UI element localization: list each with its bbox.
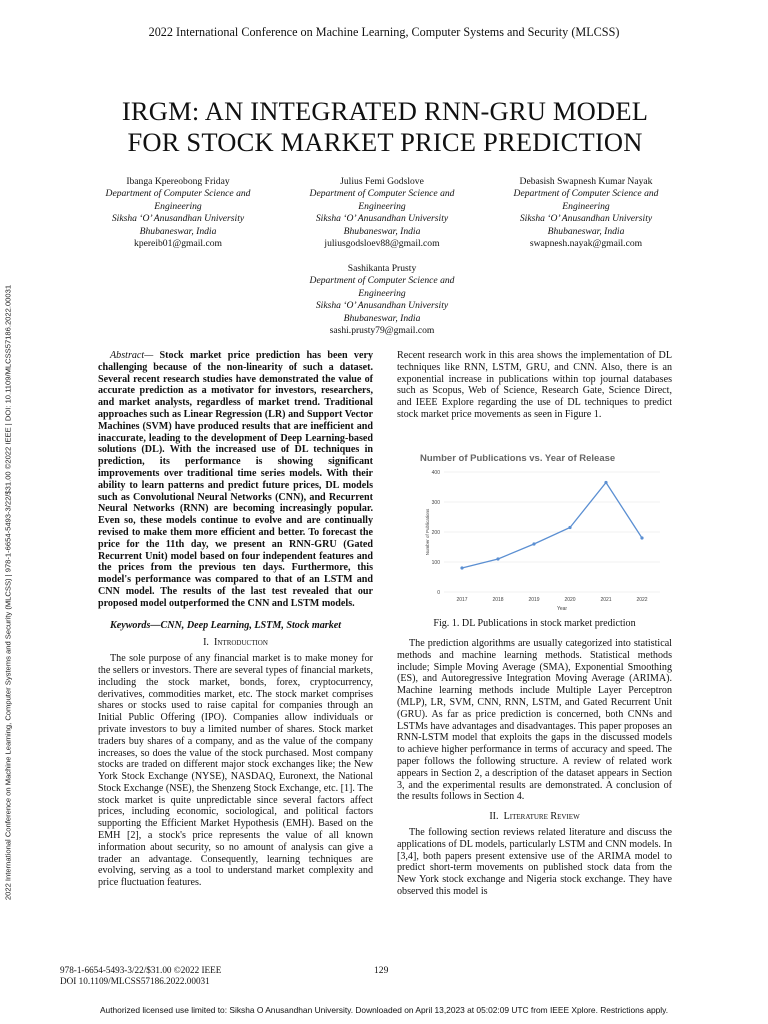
- footer-ids: [60, 965, 221, 987]
- chart-series-line: [462, 483, 642, 569]
- section-title: Literature Review: [503, 811, 580, 823]
- author-city: Bhubaneswar, India: [139, 225, 217, 237]
- author-email: juliusgodsloev88@gmail.com: [324, 238, 440, 250]
- chart-title: Number of Publications vs. Year of Release: [420, 453, 616, 464]
- literature-paragraph: The following section reviews related literature and discuss the applications of DL models, particularly LSTM and CNN models. In [3,4], both papers present extensive use of the ARIMA model to predict short-term movements on published stock data from the New York stock exchange and Nigeria stock exchange. They have observed this model is: [397, 826, 672, 897]
- author-email: kpereib01@gmail.com: [134, 238, 222, 250]
- author-univ: Siksha ‘O’ Anusandhan University: [111, 213, 245, 225]
- chart-x-tick-label: 2017: [456, 597, 468, 603]
- author-name: Ibanga Kpereobong Friday: [126, 176, 230, 187]
- intro-paragraph: The sole purpose of any financial market is to make money for the sellers or investors. There are several types of financial markets, including the stock market, bonds, forex, cryptocurrency, derivatives, commodities market, etc. The stock market comprises shares or stocks used to raise capital for companies through an Initial Public Offering (IPO). Companies allow individuals or private investors to buy a limited number of shares. Stock market traders buy shares of a company, and as the value of the company increases, so does the value of the stock purchased. Most company stocks are traded on different major stock exchanges like; the New York Stock Exchange (NYSE), NASDAQ, Euronext, the National Stock Exchange (NSE), the Shenzeng Stock Exchange, etc. [1]. The stock market is quite unpredictable since several factors affect prices, including economic, sociological, and political factors supporting the Efficient Market Hypothesis (EMH). Based on the EMH [2], a stock's price represents the value of all known information about security, so no amount of analysis can give a trader an advantage. Consequently, learning techniques are evolving, serving as a tool to understand market complexity and price fluctuation features.: [98, 653, 373, 889]
- author-4: [272, 263, 492, 337]
- publications-chart: [402, 444, 667, 614]
- author-dept: Engineering: [154, 200, 202, 212]
- chart-y-tick-label: 0: [437, 589, 440, 596]
- author-dept: Engineering: [358, 287, 406, 299]
- chart-x-tick-label: 2018: [492, 597, 504, 603]
- chart-data-point: [532, 542, 535, 545]
- side-banner: 2022 International Conference on Machine Learning, Computer Systems and Security (MLCSS) | 978-1-6654-5493-3/22/$31.00 ©2022 IEEE | DOI: 10.1109/MLCSS57186.2022.00031: [3, 284, 13, 901]
- chart-x-tick-label: 2021: [600, 597, 612, 603]
- conference-header: 2022 International Conference on Machine Learning, Computer Systems and Security (MLCSS): [148, 25, 620, 39]
- title-line-2: FOR STOCK MARKET PRICE PREDICTION: [127, 127, 643, 157]
- right-column: [397, 350, 672, 421]
- figure-caption: Fig. 1. DL Publications in stock market prediction: [433, 618, 636, 629]
- section-heading-literature-review: [397, 811, 672, 823]
- abstract: [98, 350, 373, 610]
- chart-data-point: [604, 481, 607, 484]
- author-2: [272, 176, 492, 250]
- authorized-use-notice: Authorized licensed use limited to: Siksha O Anusandhan University. Downloaded on April 13,2023 at 05:02:09 UTC from IEEE Xplore. Restrictions apply.: [99, 1005, 669, 1015]
- chart-data-point: [568, 526, 571, 529]
- chart-x-tick-label: 2020: [564, 597, 576, 603]
- chart-y-axis-label: Number of Publications: [425, 508, 430, 556]
- chart-x-tick-label: 2022: [636, 597, 648, 603]
- author-dept: Department of Computer Science and: [105, 188, 251, 200]
- chart-x-tick-label: 2019: [528, 597, 540, 603]
- author-name: Julius Femi Godslove: [340, 176, 424, 187]
- footer-isbn: 978-1-6654-5493-3/22/$31.00 ©2022 IEEE: [60, 965, 222, 975]
- author-email: sashi.prusty79@gmail.com: [329, 325, 435, 337]
- author-city: Bhubaneswar, India: [343, 312, 421, 324]
- author-dept: Department of Computer Science and: [309, 275, 455, 287]
- chart-y-tick-label: 200: [431, 529, 440, 536]
- chart-data-point: [460, 566, 463, 569]
- chart-y-tick-label: 100: [431, 559, 440, 566]
- author-univ: Siksha ‘O’ Anusandhan University: [315, 213, 449, 225]
- author-city: Bhubaneswar, India: [547, 225, 625, 237]
- title-line-1: IRGM: AN INTEGRATED RNN-GRU MODEL: [121, 96, 649, 126]
- section-heading-introduction: [98, 637, 373, 649]
- author-3: [476, 176, 696, 250]
- chart-y-tick-label: 300: [431, 499, 440, 506]
- chart-data-point: [496, 557, 499, 560]
- author-dept: Engineering: [358, 200, 406, 212]
- author-name: Debasish Swapnesh Kumar Nayak: [519, 176, 653, 187]
- author-dept: Department of Computer Science and: [513, 188, 659, 200]
- chart-data-point: [640, 536, 643, 539]
- footer-doi: DOI 10.1109/MLCSS57186.2022.00031: [60, 976, 210, 986]
- abstract-body: Stock market price prediction has been very challenging because of the non-linearity of such a dataset. Several recent research studies have demonstrated the value of accurate prediction as a motivator for investors, researchers, and market analysts, regardless of market trend. Traditional approaches such as Linear Regression (LR) and Support Vector Machines (SVM) have produced results that are inefficient and inaccurate, leading to the development of Deep Learning-based solutions (DL). With the increased use of DL techniques in prediction, its performance is showing significant improvements over traditional time series models. With their ability to learn patterns and predict future prices, DL models such as Convolutional Neural Networks (CNN), and Recurrent Neural Networks (RNN) are becoming increasingly popular. Even so, these models continue to evolve and are continually revised to make them more efficient and better. To forecast the price for the 11th day, we present an RNN-GRU (Gated Recurrent Unit) model based on four independent features and the prices from the previous ten days. Furthermore, this model's performance was compared to that of an LSTM and CNN model. The results of the last test revealed that our proposed model outperformed the CNN and LSTM models.: [98, 350, 373, 609]
- section-title: Introduction: [214, 637, 268, 649]
- author-univ: Siksha ‘O’ Anusandhan University: [519, 213, 653, 225]
- abstract-lead: Abstract—: [110, 350, 154, 361]
- author-dept: Department of Computer Science and: [309, 188, 455, 200]
- left-column: [98, 350, 373, 889]
- right-column-lower: [397, 638, 672, 898]
- right-paragraph-1: Recent research work in this area shows the implementation of DL techniques like RNN, LSTM, GRU, and CNN. Also, there is an exponential increase in publications within top journal databases such as Scopus, Web of Science, Research Gate, Science Direct, and IEEE Explore regarding the use of DL techniques to predict stock market price movements as seen in Figure 1.: [397, 350, 672, 420]
- author-univ: Siksha ‘O’ Anusandhan University: [315, 300, 449, 312]
- keywords: Keywords—CNN, Deep Learning, LSTM, Stock market: [110, 619, 342, 631]
- paper-title: [60, 96, 710, 158]
- author-dept: Engineering: [562, 200, 610, 212]
- section-number: I.: [203, 637, 209, 649]
- right-paragraph-2: The prediction algorithms are usually categorized into statistical methods and machine learning methods. Statistical methods include; Simple Moving Average (SMA), Exponential Smoothing (ES), and Autoregressive Integration Moving Average (ARIMA). Machine learning methods include Multiple Layer Perceptron (MLP), LR, SVM, CNN, RNN, LSTM, and Gated Recurrent Unit (GRU). As far as price prediction is concerned, both CNNs and LSTMs have advantages and disadvantages. This paper proposes an RNN-LSTM model that exploits the gaps in the discussed models to achieve higher performance in terms of accuracy and speed. The paper follows the following structure. A review of related work appears in Section 2, a description of the dataset appears in Section 3, and the experimental results are demonstrated. A conclusion of the results follows in Section 4.: [397, 638, 672, 803]
- section-number: II.: [489, 811, 499, 823]
- author-name: Sashikanta Prusty: [347, 263, 417, 274]
- chart-x-axis-label: Year: [556, 606, 568, 612]
- chart-y-tick-label: 400: [431, 469, 440, 476]
- author-1: [68, 176, 288, 250]
- author-email: swapnesh.nayak@gmail.com: [529, 238, 643, 250]
- author-city: Bhubaneswar, India: [343, 225, 421, 237]
- page-number: 129: [374, 965, 389, 976]
